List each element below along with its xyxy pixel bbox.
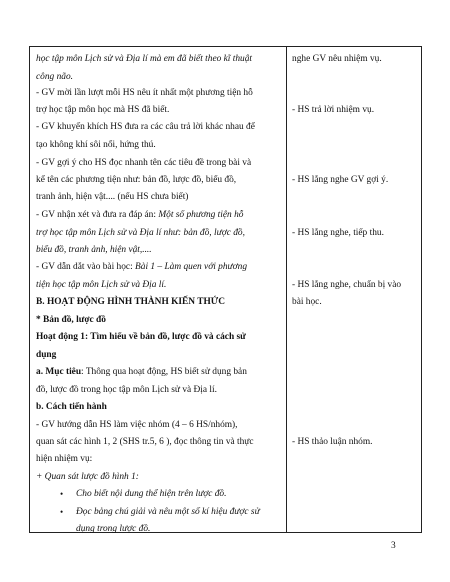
text-line: - HS lắng nghe, tiếp thu. xyxy=(292,228,384,238)
column-divider xyxy=(286,47,287,532)
text-line: công não. xyxy=(36,72,73,82)
text-line: học tập môn Lịch sử và Địa lí mà em đã biết theo kĩ thuật xyxy=(36,54,253,64)
text-segment: : Thông qua hoạt động, HS biết sử dụng bản xyxy=(81,367,247,377)
text-line: - GV gợi ý cho HS đọc nhanh tên các tiêu đề trong bài và xyxy=(36,158,252,168)
text-line xyxy=(36,209,243,221)
bullet-icon: • xyxy=(60,489,64,499)
text-line: nghe GV nêu nhiệm vụ. xyxy=(292,54,382,64)
method-heading: b. Cách tiến hành xyxy=(36,402,107,412)
text-line: - HS lắng nghe GV gợi ý. xyxy=(292,175,389,185)
text-segment: - GV dẫn dắt vào bài học: xyxy=(36,262,136,272)
subsection-heading: * Bản đồ, lược đồ xyxy=(36,315,106,325)
text-line: - HS lắng nghe, chuẩn bị vào xyxy=(292,280,402,290)
activity-heading: Hoạt động 1: Tìm hiểu về bản đồ, lược đồ và cách sử xyxy=(36,332,246,342)
text-line: - GV hướng dẫn HS làm việc nhóm (4 – 6 HS/nhóm), xyxy=(36,420,238,430)
text-segment: Bài 1 – Làm quen với phương xyxy=(135,262,248,272)
text-line: quan sát các hình 1, 2 (SHS tr.5, 6 ), đọc thông tin và thực xyxy=(36,437,254,447)
text-line xyxy=(36,261,247,273)
bullet-item: dụng trong lược đồ. xyxy=(76,524,151,534)
text-line: - HS thảo luận nhóm. xyxy=(292,437,373,447)
activity-heading: dụng xyxy=(36,350,57,360)
text-line: tranh ảnh, hiện vật.... (nếu HS chưa biết) xyxy=(36,192,189,202)
text-line: đồ, lược đồ trong học tập môn Lịch sử và Địa lí. xyxy=(36,385,217,395)
page-number: 3 xyxy=(391,541,396,551)
text-line xyxy=(36,366,247,378)
text-line: bài học. xyxy=(292,297,322,307)
text-line: trợ học tập môn học mà HS đã biết. xyxy=(36,105,170,115)
text-line: + Quan sát lược đồ hình 1: xyxy=(36,472,139,482)
goal-label: a. Mục tiêu xyxy=(36,367,82,377)
bullet-item: Cho biết nội dung thể hiện trên lược đồ. xyxy=(76,489,227,499)
bullet-item: Đọc bảng chú giải và nêu một số kí hiệu được sử xyxy=(76,507,260,517)
text-line: biểu đồ, tranh ảnh, hiện vật,.... xyxy=(36,245,152,255)
text-line: - GV khuyến khích HS đưa ra các câu trả lời khác nhau để xyxy=(36,122,255,132)
text-line: tạo không khí sôi nổi, hứng thú. xyxy=(36,140,156,150)
bullet-icon: • xyxy=(60,507,64,517)
text-segment: - GV nhận xét và đưa ra đáp án: xyxy=(36,210,159,220)
text-line: - HS trả lời nhiệm vụ. xyxy=(292,105,375,115)
text-line: kể tên các phương tiện như: bản đồ, lược đồ, biểu đồ, xyxy=(36,175,237,185)
section-heading: B. HOẠT ĐỘNG HÌNH THÀNH KIẾN THỨC xyxy=(36,297,226,307)
text-line: tiện học tập môn Lịch sử và Địa lí. xyxy=(36,280,167,290)
text-segment: Một số phương tiện hỗ xyxy=(158,210,244,220)
text-line: - GV mời lần lượt mỗi HS nêu ít nhất một phương tiện hỗ xyxy=(36,88,253,98)
lesson-table xyxy=(29,46,422,533)
text-line: trợ học tập môn Lịch sử và Địa lí như: bản đồ, lược đồ, xyxy=(36,228,245,238)
text-line: hiện nhiệm vụ: xyxy=(36,454,93,464)
